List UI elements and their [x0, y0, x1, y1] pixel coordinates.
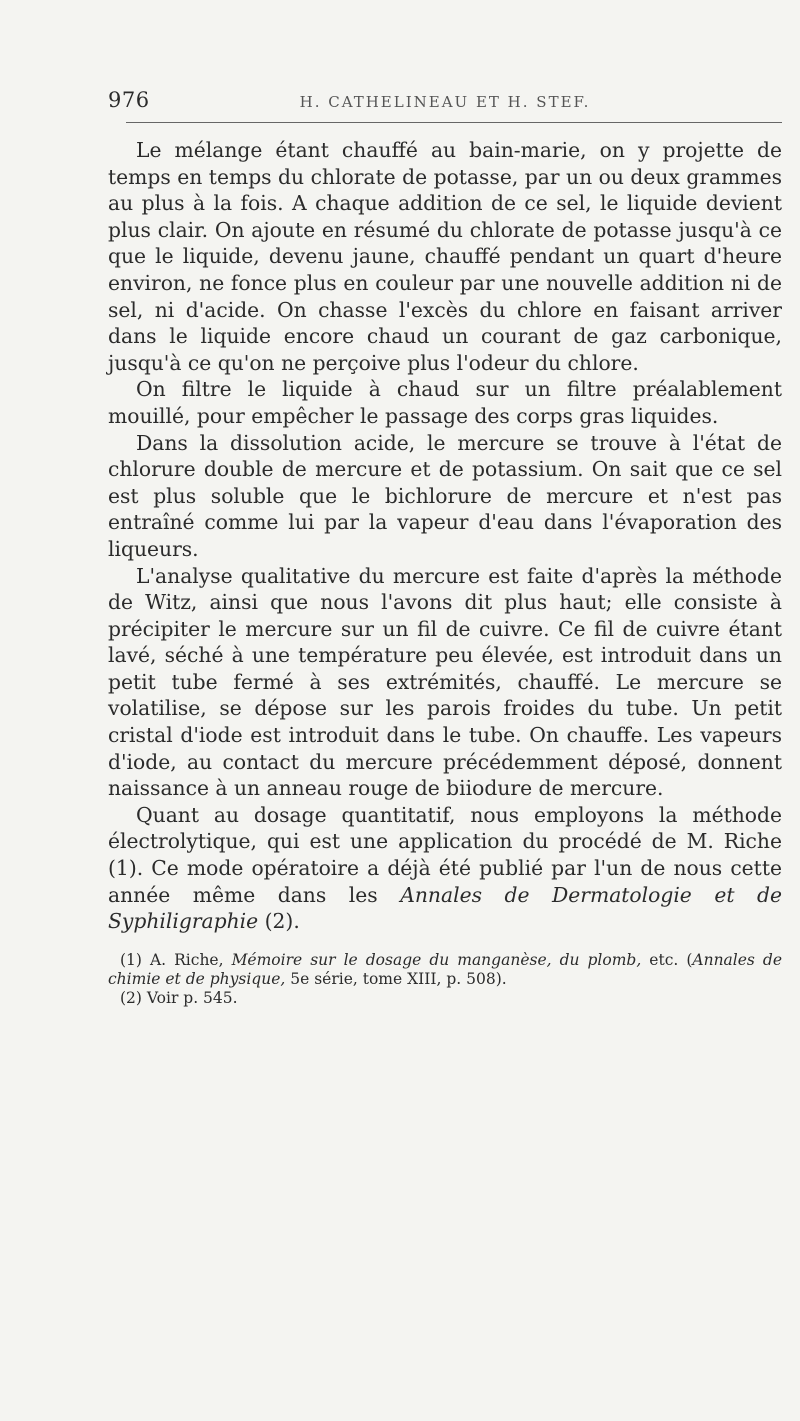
journal-title: Annales de Dermatologie et de Syphiligraphie	[108, 882, 782, 934]
page	[108, 86, 782, 1008]
paragraph: Dans la dissolution acide, le mercure se trouve à l'état de chlorure double de mercure et de potassium. On sait que ce sel est plus soluble que le bichlorure de mercure et n'est pas entraîné comme lui par la vapeur d'eau dans l'évaporation des liqueurs.	[108, 430, 782, 561]
paragraph-end: (2).	[258, 909, 300, 934]
header-rule	[126, 122, 782, 123]
footnote-2: (2) Voir p. 545.	[120, 988, 238, 1007]
paragraph: On filtre le liquide à chaud sur un filtre préalablement mouillé, pour empêcher le passage des corps gras liquides.	[108, 377, 782, 428]
page-header	[108, 86, 782, 122]
running-head: H. CATHELINEAU ET H. STEF.	[299, 93, 591, 111]
paragraph: L'analyse qualitative du mercure est faite d'après la méthode de Witz, ainsi que nous l'avons dit plus haut; elle consiste à précipiter le mercure sur un fil de cuivre. Ce fil de cuivre étant lavé, séché à une température peu élevée, est introduit dans un petit tube fermé à ses extrémités, chauffé. Le mercure se volatilise, se dépose sur les parois froides du tube. Un petit cristal d'iode est introduit dans le tube. On chauffe. Les vapeurs d'iode, au contact du mercure précédemment déposé, donnent naissance à un anneau rouge de biiodure de mercure.	[108, 563, 782, 801]
paragraph: Le mélange étant chauffé au bain-marie, on y projette de temps en temps du chlorate de potasse, par un ou deux grammes au plus à la fois. A chaque addition de ce sel, le liquide devient plus clair. On ajoute en résumé du chlorate de potasse jusqu'à ce que le liquide, devenu jaune, chauffé pendant un quart d'heure environ, ne fonce plus en couleur par une nouvelle addition ni de sel, ni d'acide. On chasse l'excès du chlore en faisant arriver dans le liquide encore chaud un courant de gaz carbonique, jusqu'à ce qu'on ne perçoive plus l'odeur du chlore.	[108, 138, 782, 375]
paragraph-text: Quant au dosage quantitatif, nous employons la méthode électrolytique, qui est une application du procédé de M. Riche (1). Ce mode opératoire a déjà été publié par l'un de nous cette année même dans les	[108, 802, 782, 907]
footnote-1: (1) A. Riche, Mémoire sur le dosage du manganèse, du plomb, etc. (Annales de chimie et de physique, 5e série, tome XIII, p. 508).	[108, 950, 782, 988]
body-text	[108, 137, 782, 935]
footnotes	[108, 951, 782, 1008]
page-number: 976	[108, 88, 150, 112]
paragraph	[108, 802, 782, 935]
